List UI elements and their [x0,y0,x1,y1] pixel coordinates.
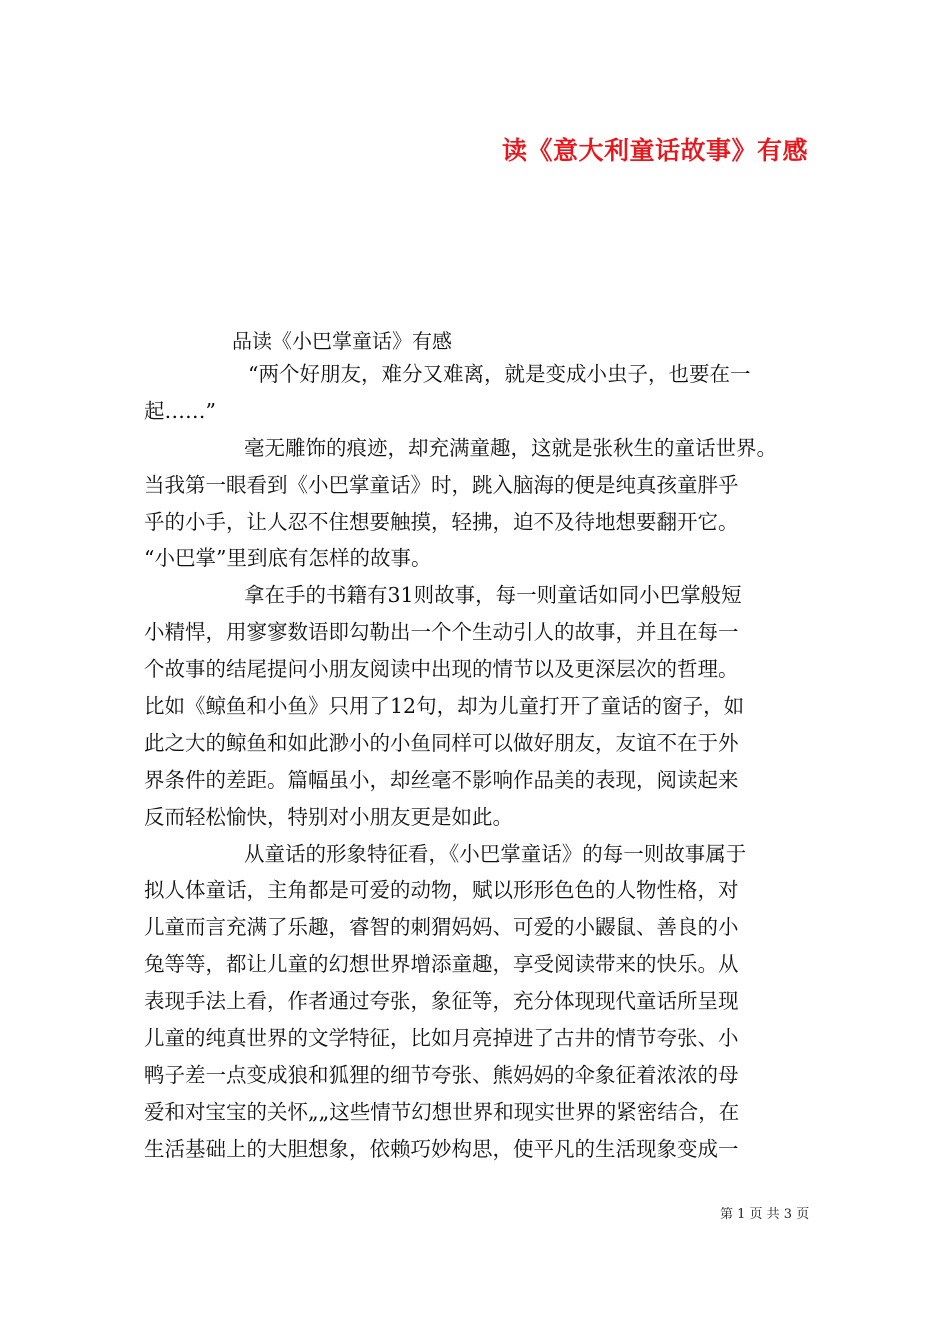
paragraph-line: 反而轻松愉快，特别对小朋友更是如此。 [144,804,513,829]
article-subtitle: 品读《小巴掌童话》有感 [232,329,452,353]
paragraph-line: “两个好朋友，难分又难离，就是变成小虫子，也要在一 [248,362,751,386]
paragraph-line: 拿在手的书籍有31则故事，每一则童话如同小巴掌般短 [244,583,742,608]
paragraph-line: 儿童的纯真世界的文学特征，比如月亮掉进了古井的情节夸张、小 [144,1026,739,1051]
paragraph-line: 生活基础上的大胆想象，依赖巧妙构思，使平凡的生活现象变成一 [144,1136,739,1161]
paragraph-line: 毫无雕饰的痕迹，却充满童趣，这就是张秋生的童话世界。 [244,435,777,460]
paragraph-line: 乎的小手，让人忍不住想要触摸，轻拂，迫不及待地想要翻开它。 [144,509,739,534]
paragraph-line: 比如《鲸鱼和小鱼》只用了12句，却为儿童打开了童话的窗子，如 [144,694,745,719]
paragraph-line: 鸭子差一点变成狼和狐狸的细节夸张、熊妈妈的伞象征着浓浓的母 [144,1062,739,1087]
article-body [144,356,814,1168]
page-number-footer: 第 1 页 共 3 页 [720,1207,810,1222]
paragraph-line: 起……” [144,398,216,423]
paragraph-line: 儿童而言充满了乐趣，睿智的刺猬妈妈、可爱的小鼹鼠、善良的小 [144,915,739,940]
paragraph-line: “小巴掌”里到底有怎样的故事。 [144,546,432,571]
document-title: 读《意大利童话故事》有感 [501,136,808,165]
paragraph-line: 从童话的形象特征看，《小巴掌童话》的每一则故事属于 [244,841,747,866]
paragraph-line: 兔等等，都让儿童的幻想世界增添童趣，享受阅读带来的快乐。从 [144,952,739,977]
paragraph-line: 当我第一眼看到《小巴掌童话》时，跳入脑海的便是纯真孩童胖乎 [144,472,739,497]
paragraph-line: 爱和对宝宝的关怀„„这些情节幻想世界和现实世界的紧密结合，在 [144,1099,740,1124]
paragraph-line: 表现手法上看，作者通过夸张，象征等，充分体现现代童话所呈现 [144,989,739,1014]
paragraph-line: 小精悍，用寥寥数语即勾勒出一个个生动引人的故事，并且在每一 [144,620,739,645]
paragraph-line: 拟人体童话，主角都是可爱的动物，赋以形形色色的人物性格，对 [144,878,739,903]
paragraph-line: 界条件的差距。篇幅虽小，却丝毫不影响作品美的表现，阅读起来 [144,767,739,792]
paragraph-line: 此之大的鲸鱼和如此渺小的小鱼同样可以做好朋友，友谊不在于外 [144,730,739,755]
paragraph-line: 个故事的结尾提问小朋友阅读中出现的情节以及更深层次的哲理。 [144,657,739,682]
